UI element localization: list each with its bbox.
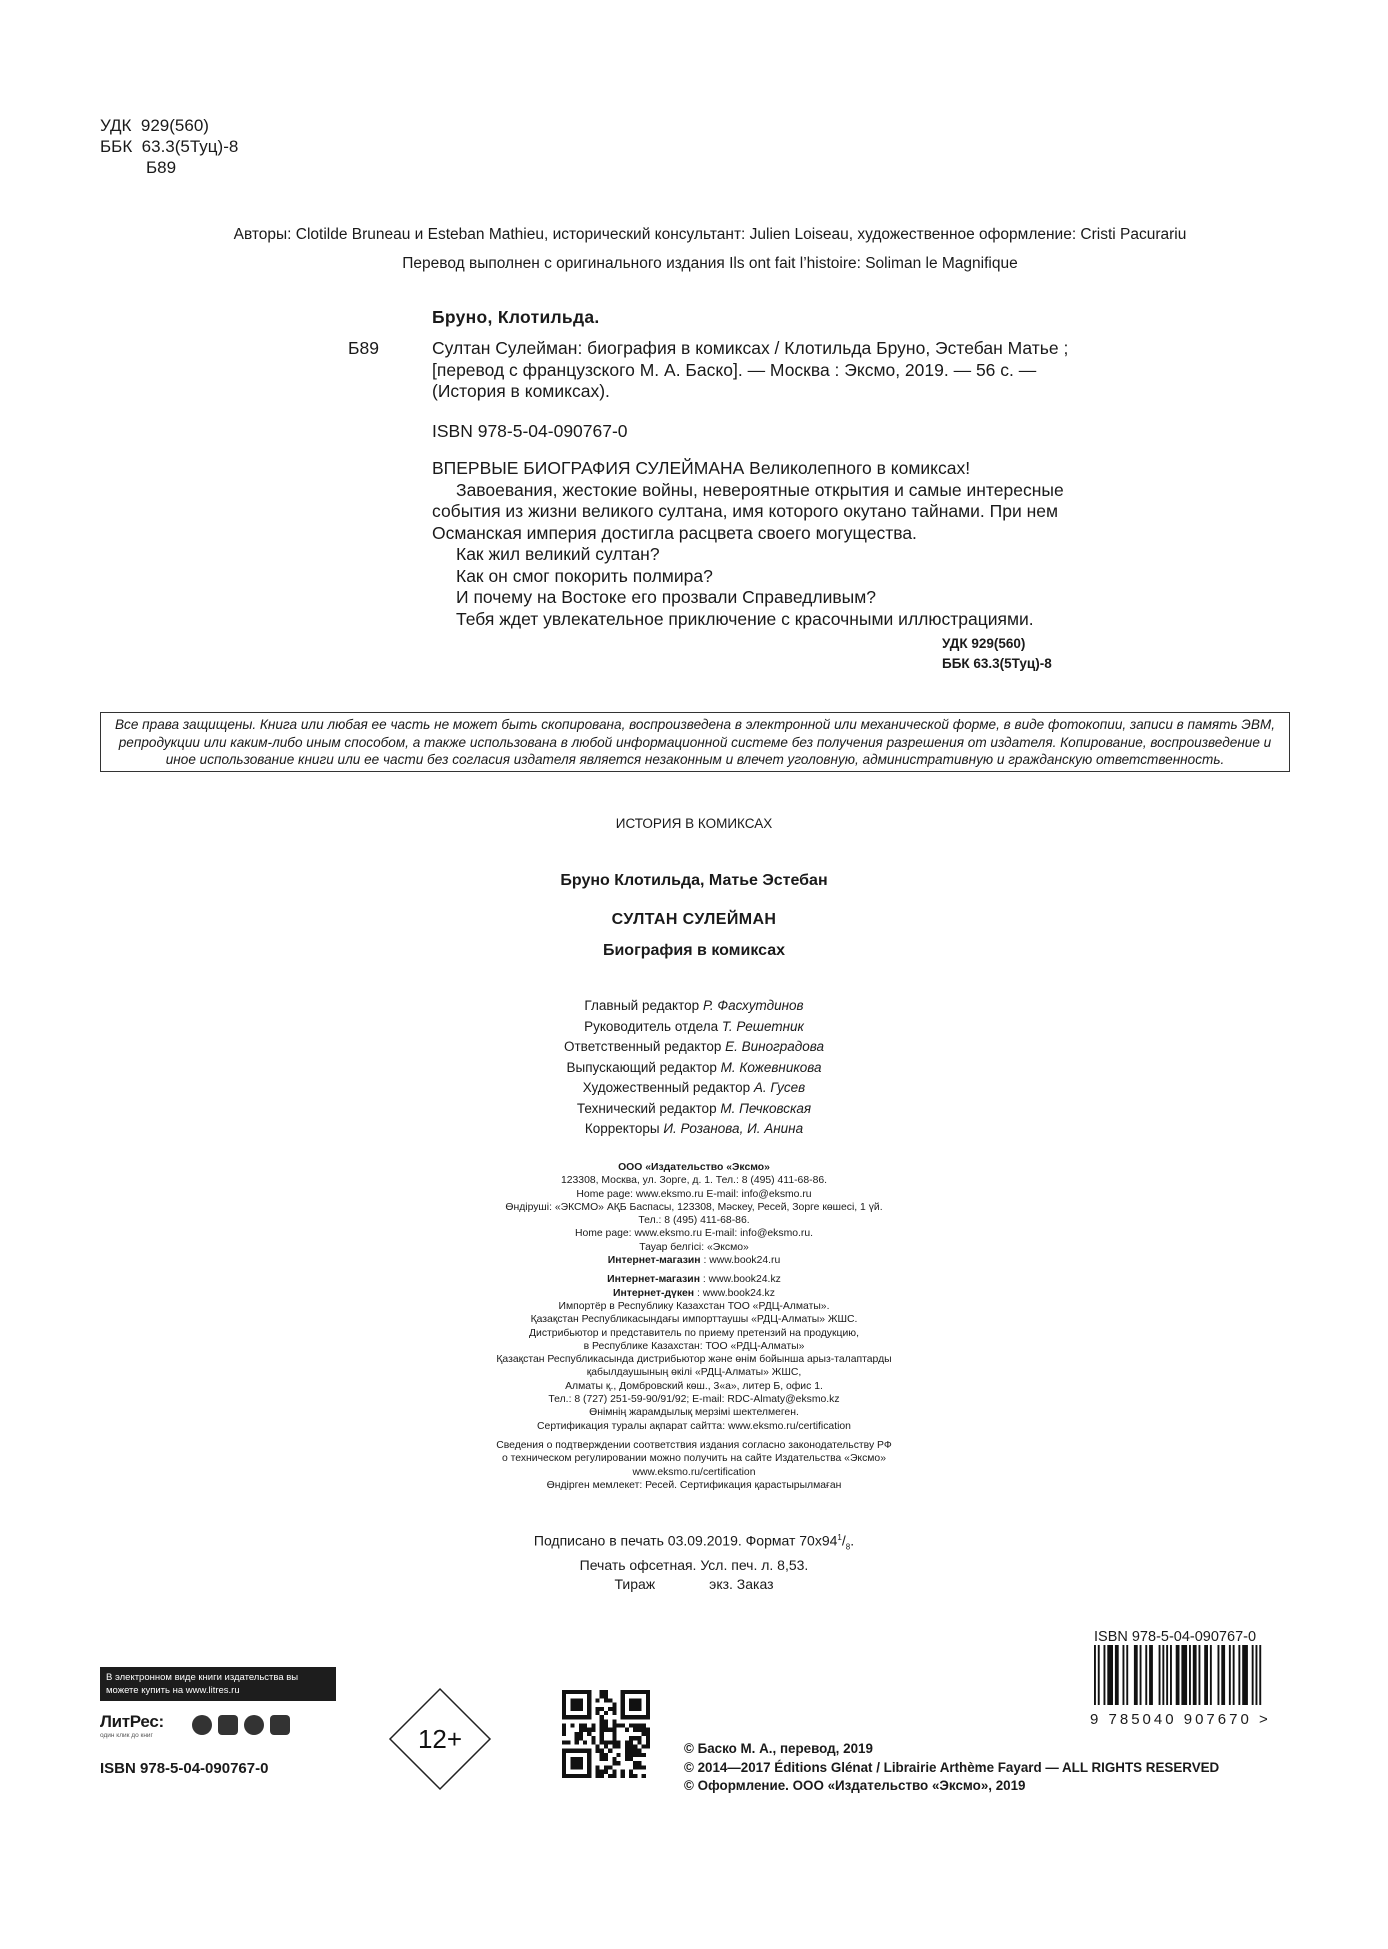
circle-app-icon xyxy=(244,1715,264,1735)
age-rating-text: 12+ xyxy=(417,1724,463,1754)
importer-line: Қазақстан Республикасындағы импорттаушы «РДЦ-Алматы» ЖШС. xyxy=(530,1314,858,1326)
publisher-kz-phone: Тел.: 8 (495) 411-68-86. xyxy=(638,1215,750,1227)
biblio-heading: Бруно, Клотильда. xyxy=(432,307,600,327)
certification-line: www.eksmo.ru/certification xyxy=(632,1466,756,1478)
barcode-isbn: ISBN 978-5-04-090767-0 xyxy=(1094,1629,1257,1645)
book-subtitle: Биография в комиксах xyxy=(602,942,786,959)
publisher-kz-maker: Өндіруші: «ЭКСМО» АҚБ Баспасы, 123308, Мәскеу, Ресей, Зорге көшесі, 1 үй. xyxy=(505,1201,883,1213)
copyright-block xyxy=(684,1740,1219,1796)
staff-line: Главный редактор Р. Фасхутдинов xyxy=(584,998,804,1013)
annotation-line: Как жил великий султан? xyxy=(456,544,660,564)
print-info xyxy=(0,1528,1388,1594)
staff-line: Руководитель отдела Т. Решетник xyxy=(584,1018,804,1034)
importer-line: Тел.: 8 (727) 251-59-90/91/92; E-mail: RDC-Almaty@eksmo.kz xyxy=(548,1394,840,1406)
series-name: ИСТОРИЯ В КОМИКСАХ xyxy=(615,816,773,831)
biblio-isbn: ISBN 978-5-04-090767-0 xyxy=(432,420,628,441)
udk-code: УДК 929(560) xyxy=(100,116,209,135)
author-mark: Б89 xyxy=(146,158,177,177)
copyright-line: © Баско М. А., перевод, 2019 xyxy=(684,1741,873,1756)
online-shop-ru: Интернет-магазин : www.book24.ru xyxy=(607,1255,781,1267)
biblio-code: Б89 xyxy=(348,338,379,358)
biblio-record xyxy=(432,338,1072,630)
authors-credit-line: Авторы: Clotilde Bruneau и Esteban Mathieu, исторический консультант: Julien Loiseau, художественное оформление: Cristi Pacurariu xyxy=(233,226,1187,243)
certification-line: Сведения о подтверждении соответствия издания согласно законодательству РФ xyxy=(496,1439,892,1451)
online-shop-kz2: Интернет-дүкен : www.book24.kz xyxy=(613,1287,775,1299)
staff-line: Ответственный редактор Е. Виноградова xyxy=(564,1039,824,1054)
udk-block xyxy=(100,115,238,178)
age-rating-badge xyxy=(388,1687,492,1791)
publisher-name: ООО «Издательство «Эксмо» xyxy=(618,1162,770,1173)
litres-logo: ЛитРес: xyxy=(100,1711,164,1731)
android-icon xyxy=(218,1715,238,1735)
publisher-info xyxy=(0,1161,1388,1492)
book-authors: Бруно Клотильда, Матье Эстебан xyxy=(560,872,828,889)
annotation-line: ВПЕРВЫЕ БИОГРАФИЯ СУЛЕЙМАНА Великолепного в комиксах! xyxy=(432,458,971,478)
annotation-line: И почему на Востоке его прозвали Справедливым? xyxy=(456,587,877,607)
qr-code-icon[interactable] xyxy=(562,1690,650,1778)
certification-line: Өндірген мемлекет: Ресей. Сертификация қарастырылмаған xyxy=(546,1479,842,1491)
importer-line: Импортёр в Республику Казахстан ТОО «РДЦ-Алматы». xyxy=(558,1300,830,1312)
importer-line: Алматы қ., Домбровский көш., 3«а», литер Б, офис 1. xyxy=(565,1380,823,1392)
importer-line: қабылдаушының өкілі «РДЦ-Алматы» ЖШС, xyxy=(586,1367,802,1379)
litres-tagline: один клик до книг xyxy=(100,1731,153,1739)
importer-line: Өнімнің жарамдылық мерзімі шектелмеген. xyxy=(589,1407,799,1419)
biblio-classification xyxy=(942,634,1052,674)
importer-line: Дистрибьютор и представитель по приему претензий на продукцию, xyxy=(529,1327,859,1339)
isbn-bottom: ISBN 978-5-04-090767-0 xyxy=(100,1760,269,1777)
barcode-bars xyxy=(1090,1645,1300,1705)
print-run-line: Тираж экз. Заказ xyxy=(614,1576,774,1593)
bbk-code: ББК 63.3(5Туц)-8 xyxy=(100,137,239,156)
barcode xyxy=(1090,1629,1300,1728)
publisher-kz-web: Home page: www.eksmo.ru E-mail: info@eksmo.ru. xyxy=(574,1228,814,1240)
publisher-web: Home page: www.eksmo.ru E-mail: info@eksmo.ru xyxy=(576,1188,812,1200)
annotation-line: Тебя ждет увлекательное приключение с красочными иллюстрациями. xyxy=(456,608,1034,629)
litres-promo: В электронном виде книги издательства вы можете купить на www.litres.ru xyxy=(100,1667,336,1701)
staff-line: Технический редактор М. Печковская xyxy=(576,1100,812,1116)
editorial-staff xyxy=(0,996,1388,1140)
importer-line: Сертификация туралы ақпарат сайтта: www.eksmo.ru/certification xyxy=(537,1420,851,1432)
importer-line: в Республике Казахстан: ТОО «РДЦ-Алматы» xyxy=(583,1340,805,1352)
copyright-line: © Оформление. ООО «Издательство «Эксмо», 2019 xyxy=(684,1778,1026,1793)
certification-line: о техническом регулировании можно получить на сайте Издательства «Эксмо» xyxy=(502,1453,886,1465)
rights-notice: Все права защищены. Книга или любая ее часть не может быть скопирована, воспроизведена в электронной или механической форме, в виде фотокопии, записи в память ЭВМ, репродукции или каким-либо иным способом, а также использована в любой информационной системе без получения разрешения от издателя. Копирование, воспроизведение и иное использование книги или ее части без согласия издателя является незаконным и влечет уголовную, административную и гражданскую ответственность. xyxy=(100,712,1290,772)
staff-line: Корректоры И. Розанова, И. Анина xyxy=(584,1121,804,1136)
barcode-digits: 9 785040 907670 > xyxy=(1090,1711,1271,1728)
importer-line: Қазақстан Республикасында дистрибьютор және өнім бойынша арыз-талаптарды xyxy=(496,1354,892,1366)
print-sheets-line: Печать офсетная. Усл. печ. л. 8,53. xyxy=(579,1557,809,1574)
online-shop-kz: Интернет-магазин : www.book24.kz xyxy=(607,1274,781,1286)
biblio-description: Султан Сулейман: биография в комиксах / Клотильда Бруно, Эстебан Матье ; [перевод с французского М. А. Баско]. — Москва : Эксмо, 2019. — 56 с. — (История в комиксах). xyxy=(432,338,1069,401)
apple-icon xyxy=(192,1715,212,1735)
print-format-line: Подписано в печать 03.09.2019. Формат $70х94^1/_8$. xyxy=(533,1532,855,1552)
annotation-line: Завоевания, жестокие войны, невероятные открытия и самые интересные события из жизни великого султана, имя которого окутано тайнами. При нем Османская империя достигла расцвета своего могущества. xyxy=(432,479,1064,543)
translation-credit-line: Перевод выполнен с оригинального издания Ils ont fait l’histoire: Soliman le Magnifique xyxy=(402,255,1018,272)
windows-icon xyxy=(270,1715,290,1735)
publisher-address: 123308, Москва, ул. Зорге, д. 1. Тел.: 8 (495) 411-68-86. xyxy=(560,1175,828,1187)
biblio-udk: УДК 929(560) xyxy=(942,636,1026,651)
publisher-trademark: Тауар белгісі: «Эксмо» xyxy=(639,1241,749,1253)
biblio-bbk: ББК 63.3(5Туц)-8 xyxy=(942,656,1052,671)
staff-line: Выпускающий редактор М. Кожевникова xyxy=(566,1059,822,1075)
annotation-line: Как он смог покорить полмира? xyxy=(456,565,713,586)
staff-line: Художественный редактор А. Гусев xyxy=(582,1080,806,1095)
litres-badge[interactable] xyxy=(100,1667,336,1749)
book-title: СУЛТАН СУЛЕЙМАН xyxy=(611,911,777,928)
copyright-line: © 2014—2017 Éditions Glénat / Librairie Arthème Fayard — ALL RIGHTS RESERVED xyxy=(684,1759,1220,1775)
